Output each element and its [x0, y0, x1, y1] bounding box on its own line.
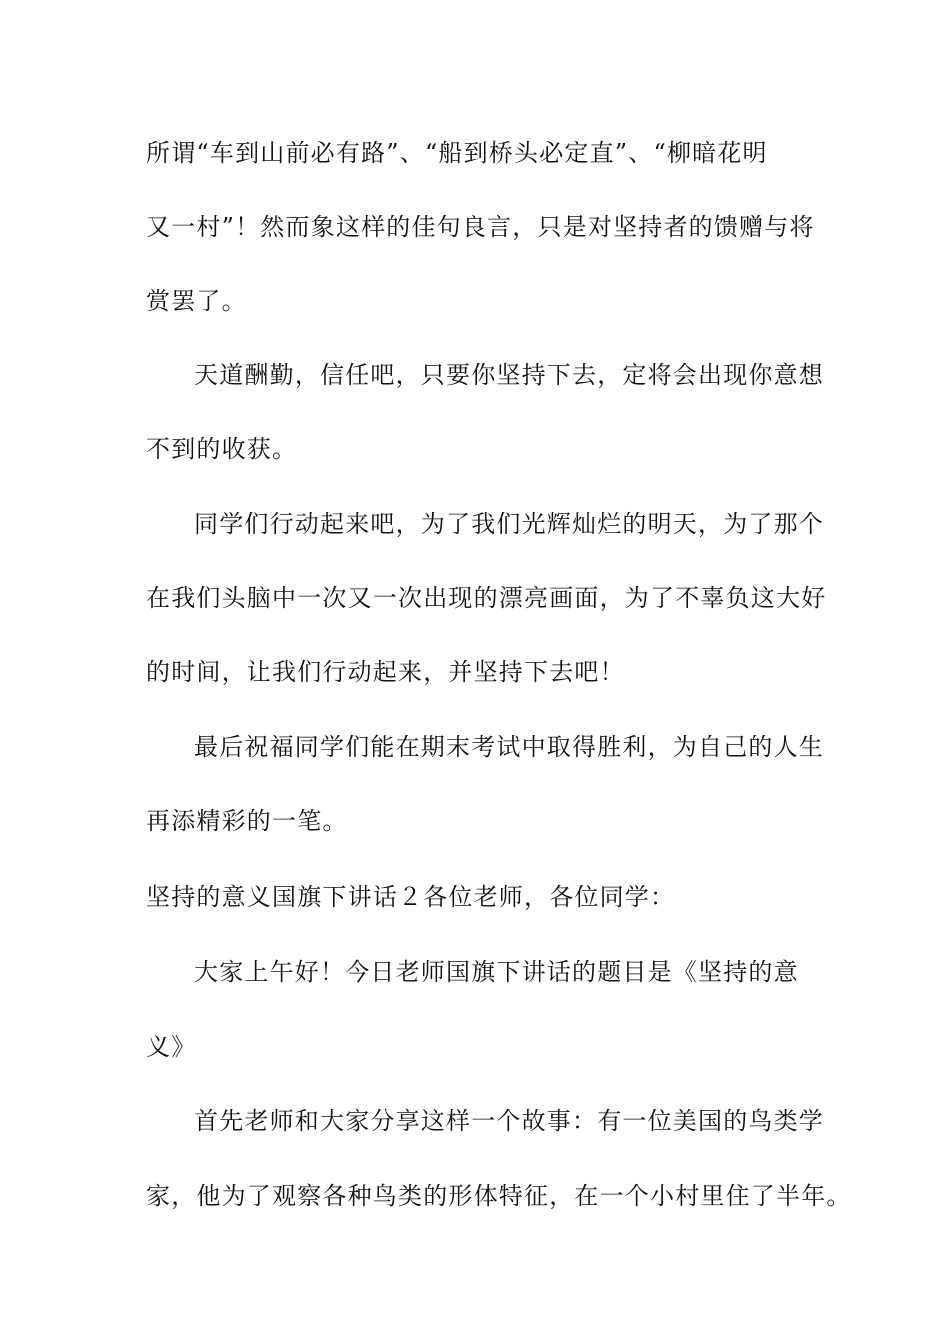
text-line: 家，他为了观察各种鸟类的形体特征，在一个小村里住了半年。 — [146, 1182, 852, 1210]
text-line: 所谓“车到山前必有路”、“船到桥头必定直”、“柳暗花明 — [146, 139, 768, 167]
text-line: 再添精彩的一笔。 — [146, 807, 348, 835]
text-line: 赏罢了。 — [146, 287, 247, 315]
text-line: 最后祝福同学们能在期末考试中取得胜利，为自己的人生 — [194, 733, 824, 761]
section-heading: 坚持的意义国旗下讲话２各位老师，各位同学： — [146, 883, 676, 911]
text-line: 在我们头脑中一次又一次出现的漂亮画面，为了不辜负这大好 — [146, 584, 827, 612]
text-line: 的时间，让我们行动起来，并坚持下去吧！ — [146, 658, 625, 686]
text-line: 同学们行动起来吧，为了我们光辉灿烂的明天，为了那个 — [194, 510, 824, 538]
text-line: 不到的收获。 — [146, 435, 298, 463]
text-line: 首先老师和大家分享这样一个故事：有一位美国的鸟类学 — [194, 1107, 824, 1135]
text-line: 天道酬勤，信任吧，只要你坚持下去，定将会出现你意想 — [194, 361, 824, 389]
text-line: 又一村”！然而象这样的佳句良言，只是对坚持者的馈赠与将 — [146, 213, 815, 241]
text-line: 大家上午好！今日老师国旗下讲话的题目是《坚持的意 — [194, 958, 799, 986]
text-line: 义》 — [146, 1033, 197, 1061]
